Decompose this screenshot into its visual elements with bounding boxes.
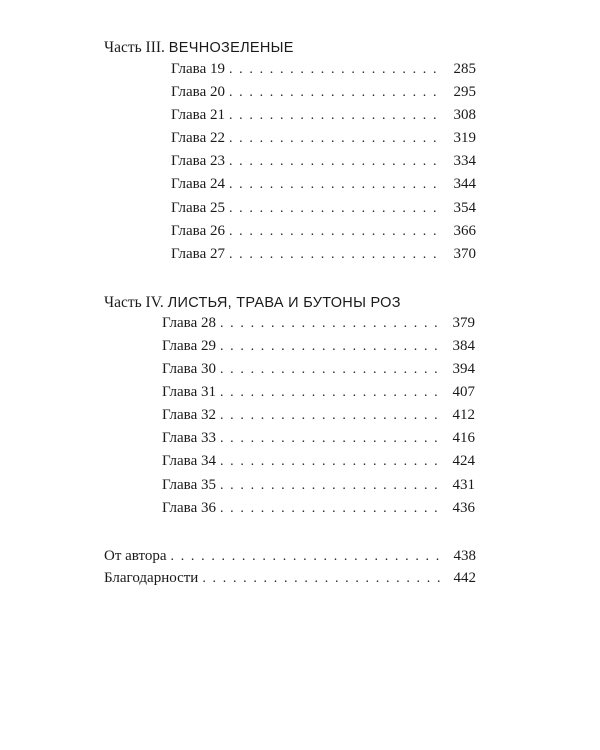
chapter-label: Глава 36 (162, 499, 216, 516)
chapter-label: Глава 32 (162, 407, 216, 424)
chapter-label: Глава 33 (162, 430, 216, 447)
dot-leader (229, 62, 442, 78)
page-number: 416 (452, 430, 475, 447)
dot-leader (220, 362, 441, 378)
chapter-label: Глава 31 (162, 384, 216, 401)
dot-leader (229, 177, 442, 193)
entry-label: Благодарности (104, 569, 199, 586)
dot-leader (229, 131, 442, 147)
toc-entry[interactable] (162, 500, 475, 523)
toc-entry[interactable] (162, 430, 475, 453)
page-number: 366 (453, 222, 476, 239)
toc-entry[interactable] (171, 200, 476, 223)
toc-entry-author-note[interactable] (104, 548, 476, 570)
dot-leader (229, 247, 442, 263)
chapter-label: Глава 24 (171, 176, 225, 193)
chapter-label: Глава 19 (171, 61, 225, 77)
chapter-list (171, 61, 476, 269)
page-number: 438 (453, 547, 476, 564)
toc-entry[interactable] (162, 315, 475, 338)
dot-leader (229, 154, 442, 170)
chapter-label: Глава 34 (162, 453, 216, 470)
dot-leader (220, 408, 441, 424)
chapter-label: Глава 22 (171, 130, 225, 147)
dot-leader (229, 85, 442, 101)
toc-entry[interactable] (171, 223, 476, 246)
dot-leader (202, 571, 442, 587)
page-number: 442 (453, 569, 476, 586)
toc-entry[interactable] (162, 384, 475, 407)
page-number: 285 (453, 61, 476, 77)
part-prefix: Часть IV. (104, 293, 164, 311)
dot-leader (229, 108, 442, 124)
page-number: 334 (453, 153, 476, 170)
page-number: 354 (453, 199, 476, 216)
chapter-list (162, 315, 475, 523)
page-number: 394 (452, 361, 475, 378)
chapter-label: Глава 35 (162, 476, 216, 493)
table-of-contents (104, 38, 476, 592)
dot-leader (171, 549, 442, 565)
dot-leader (220, 454, 441, 470)
page-number: 370 (453, 245, 476, 262)
dot-leader (220, 501, 441, 517)
chapter-label: Глава 28 (162, 314, 216, 331)
dot-leader (229, 201, 442, 217)
chapter-label: Глава 27 (171, 245, 225, 262)
page-number: 412 (452, 407, 475, 424)
part-section (104, 293, 476, 523)
part-title: ВЕЧНОЗЕЛЕНЫЕ (168, 40, 294, 56)
dot-leader (220, 339, 441, 355)
chapter-label: Глава 29 (162, 337, 216, 354)
toc-entry[interactable] (171, 246, 476, 269)
page-number: 407 (452, 384, 475, 401)
page-number: 379 (452, 314, 475, 331)
toc-entry[interactable] (171, 61, 476, 84)
page-number: 436 (452, 499, 475, 516)
page-number: 431 (452, 476, 475, 493)
page-number: 384 (452, 337, 475, 354)
dot-leader (220, 385, 441, 401)
part-title: ЛИСТЬЯ, ТРАВА И БУТОНЫ РОЗ (167, 294, 401, 311)
page-number: 295 (453, 84, 476, 101)
chapter-label: Глава 26 (171, 222, 225, 239)
toc-entry[interactable] (162, 338, 475, 361)
chapter-label: Глава 25 (171, 199, 225, 216)
toc-entry[interactable] (162, 453, 475, 476)
page-number: 308 (453, 107, 476, 124)
part-heading (104, 38, 476, 58)
chapter-label: Глава 21 (171, 107, 225, 124)
part-section (104, 38, 476, 269)
back-matter-list (104, 548, 476, 592)
toc-entry[interactable] (162, 407, 475, 430)
toc-entry[interactable] (171, 176, 476, 199)
chapter-label: Глава 20 (171, 84, 225, 101)
toc-entry-acknowledgements[interactable] (104, 570, 476, 592)
part-heading (104, 293, 476, 313)
page-number: 424 (452, 453, 475, 470)
part-prefix: Часть III. (104, 39, 165, 56)
toc-entry[interactable] (171, 130, 476, 153)
chapter-label: Глава 23 (171, 153, 225, 170)
toc-entry[interactable] (171, 84, 476, 107)
dot-leader (220, 316, 441, 332)
toc-entry[interactable] (162, 361, 475, 384)
toc-entry[interactable] (162, 477, 475, 500)
page-number: 319 (453, 130, 476, 147)
dot-leader (229, 224, 442, 240)
chapter-label: Глава 30 (162, 361, 216, 378)
entry-label: От автора (104, 547, 167, 564)
page-number: 344 (453, 176, 476, 193)
toc-entry[interactable] (171, 107, 476, 130)
toc-entry[interactable] (171, 153, 476, 176)
dot-leader (220, 478, 441, 494)
dot-leader (220, 431, 441, 447)
